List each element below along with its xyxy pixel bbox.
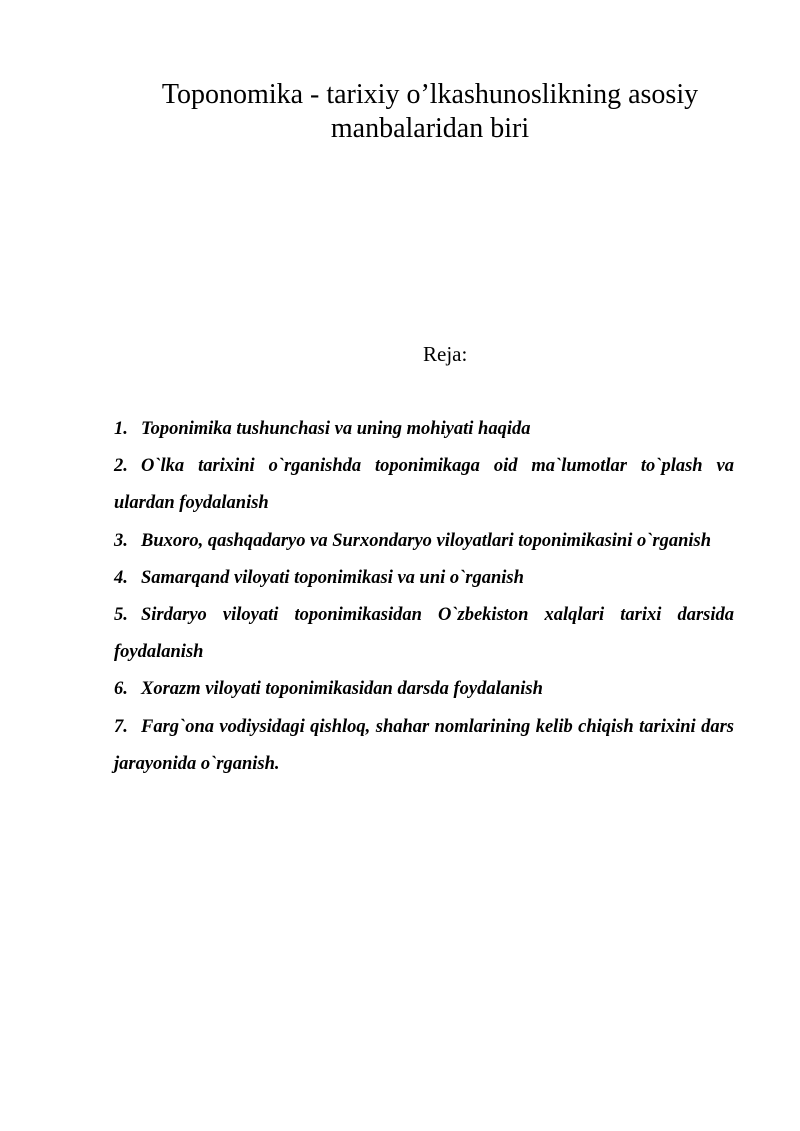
plan-item-text: O`lka tarixini o`rganishda toponimikaga oid ma`lumotlar to`plash va ulardan foydalanish — [114, 456, 734, 514]
plan-item-text: Toponimika tushunchasi va uning mohiyati haqida — [141, 419, 531, 439]
document-title: Toponomika - tarixiy o’lkashunoslikning asosiy manbalaridan biri — [161, 79, 699, 144]
plan-item-text: Samarqand viloyati toponimikasi va uni o`rganish — [141, 567, 524, 588]
plan-item-number: 2. — [114, 456, 128, 477]
plan-item-7 — [114, 709, 734, 783]
plan-item-6 — [114, 671, 734, 708]
plan-item-2 — [114, 448, 734, 522]
plan-heading: Reja: — [423, 342, 468, 366]
plan-item-number: 5. — [114, 605, 128, 626]
plan-item-1 — [114, 411, 734, 448]
plan-item-4 — [114, 560, 734, 597]
plan-list — [114, 411, 734, 783]
plan-item-text: Xorazm viloyati toponimikasidan darsda foydalanish — [141, 679, 543, 700]
plan-item-number: 1. — [114, 419, 128, 439]
plan-item-number: 4. — [114, 567, 128, 588]
plan-item-text: Sirdaryo viloyati toponimikasidan O`zbekiston xalqlari tarixi darsida foydalanish — [114, 605, 734, 663]
plan-item-number: 7. — [114, 716, 128, 737]
plan-item-number: 6. — [114, 679, 128, 700]
plan-item-text: Farg`ona vodiysidagi qishloq, shahar nomlarining kelib chiqish tarixini dars jarayonida o`rganish. — [114, 716, 734, 774]
plan-item-5 — [114, 597, 734, 671]
plan-item-3 — [114, 523, 734, 560]
plan-item-number: 3. — [114, 530, 128, 551]
plan-item-text: Buxoro, qashqadaryo va Surxondaryo viloyatlari toponimikasini o`rganish — [141, 530, 712, 551]
